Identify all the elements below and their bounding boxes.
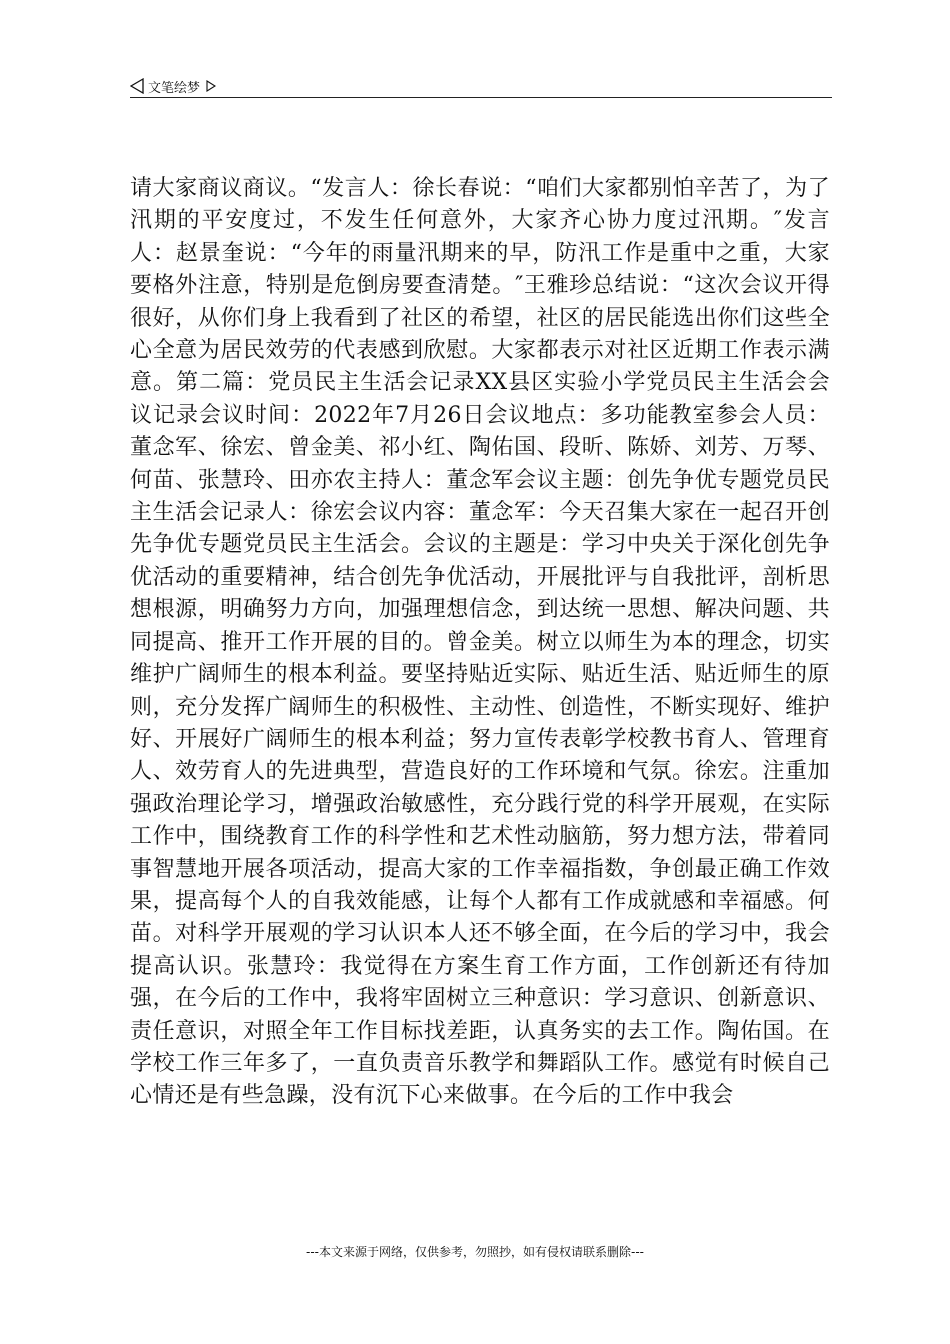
page-header xyxy=(130,74,830,98)
header-divider xyxy=(130,97,832,98)
header-brand: 文笔绘梦 xyxy=(148,80,201,96)
triangle-left-icon xyxy=(130,78,144,94)
footer-note: ---本文来源于网络，仅供参考，勿照抄，如有侵权请联系删除--- xyxy=(306,1245,644,1259)
triangle-right-icon xyxy=(206,77,216,89)
document-body: 请大家商议商议。“发言人：徐长春说：“咱们大家都别怕辛苦了，为了汛期的平安度过，不发生任何意外，大家齐心协力度过汛期。″发言人：赵景奎说：“今年的雨量汛期来的早，防汛工作是重中之重，大家要格外注意，特别是危倒房要查清楚。″王雅珍总结说：“这次会议开得很好，从你们身上我看到了社区的希望，社区的居民能选出你们这些全心全意为居民效劳的代表感到欣慰。大家都表示对社区近期工作表示满意。第二篇：党员民主生活会记录XX县区实验小学党员民主生活会会议记录会议时间：2022年7月26日会议地点：多功能教室参会人员：董念军、徐宏、曾金美、祁小红、陶佑国、段昕、陈娇、刘芳、万琴、何苗、张慧玲、田亦农主持人：董念军会议主题：创先争优专题党员民主生活会记录人：徐宏会议内容：董念军：今天召集大家在一起召开创先争优专题党员民主生活会。会议的主题是：学习中央关于深化创先争优活动的重要精神，结合创先争优活动，开展批评与自我批评，剖析思想根源，明确努力方向，加强理想信念，到达统一思想、解决问题、共同提高、推开工作开展的目的。曾金美。树立以师生为本的理念，切实维护广阔师生的根本利益。要坚持贴近实际、贴近生活、贴近师生的原则，充分发挥广阔师生的积极性、主动性、创造性，不断实现好、维护好、开展好广阔师生的根本利益；努力宣传表彰学校教书育人、管理育人、效劳育人的先进典型，营造良好的工作环境和气氛。徐宏。注重加强政治理论学习，增强政治敏感性，充分践行党的科学开展观，在实际工作中，围绕教育工作的科学性和艺术性动脑筋，努力想方法，带着同事智慧地开展各项活动，提高大家的工作幸福指数，争创最正确工作效果，提高每个人的自我效能感，让每个人都有工作成就感和幸福感。何苗。对科学开展观的学习认识本人还不够全面，在今后的学习中，我会提高认识。张慧玲：我觉得在方案生育工作方面，工作创新还有待加强，在今后的工作中，我将牢固树立三种意识：学习意识、创新意识、责任意识，对照全年工作目标找差距，认真务实的去工作。陶佑国。在学校工作三年多了，一直负责音乐教学和舞蹈队工作。感觉有时候自己心情还是有些急躁，没有沉下心来做事。在今后的工作中我会 xyxy=(130,176,830,1109)
